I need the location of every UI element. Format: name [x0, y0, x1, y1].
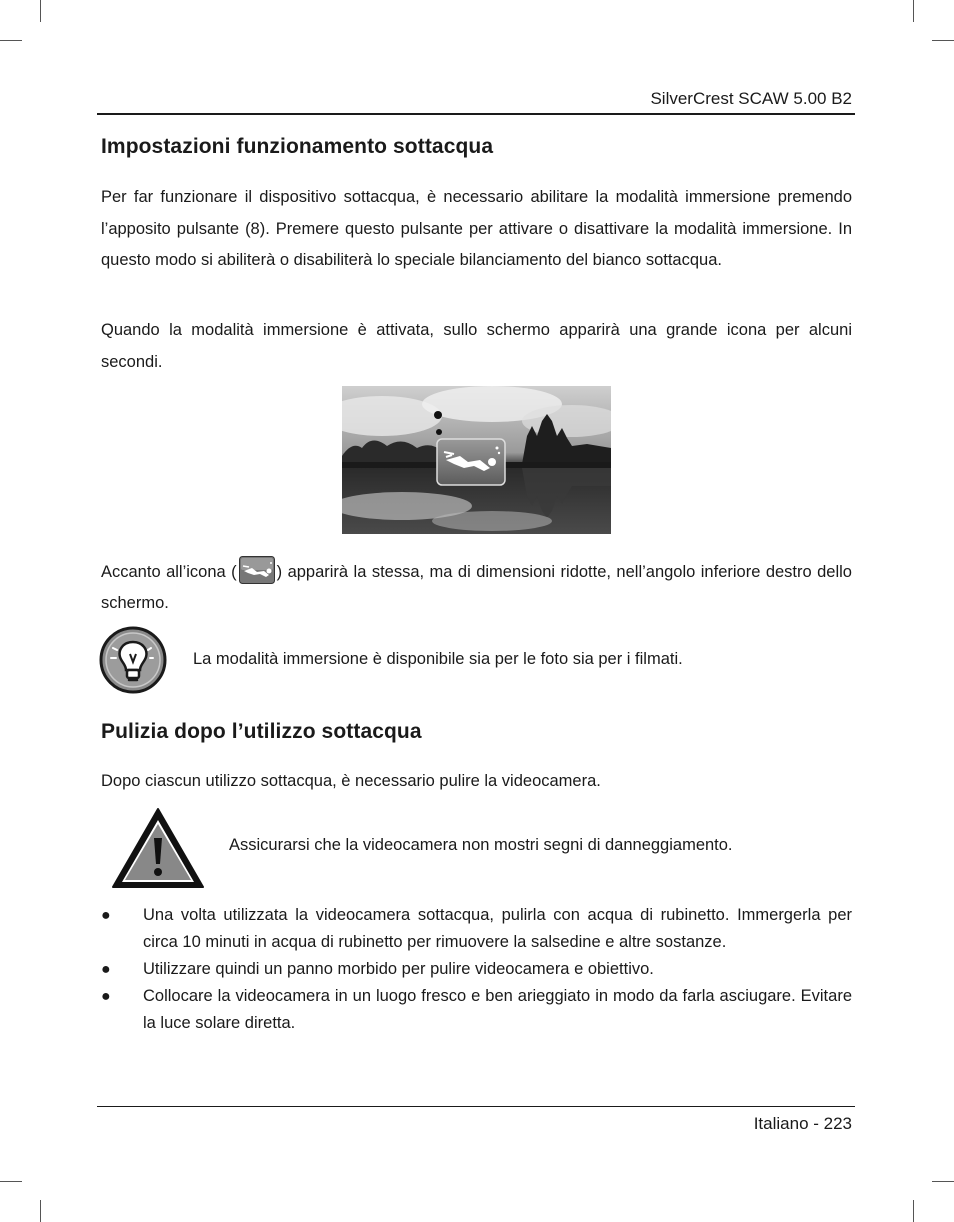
crop-mark [0, 1181, 22, 1182]
crop-mark [913, 0, 914, 22]
section-title: Impostazioni funzionamento sottacqua [101, 135, 494, 158]
diver-icon [239, 556, 275, 584]
underwater-mode-screen-photo [342, 386, 611, 534]
text-before-icon: Accanto all’icona ( [101, 563, 237, 581]
crop-mark [40, 1200, 41, 1222]
list-item: ● Utilizzare quindi un panno morbido per pulire videocamera e obiettivo. [101, 956, 852, 983]
warning-text: Assicurarsi che la videocamera non mostri segni di danneggiamento. [229, 836, 733, 854]
crop-mark [913, 1200, 914, 1222]
paragraph [101, 556, 852, 619]
tip-text: La modalità immersione è disponibile sia per le foto sia per i filmati. [193, 650, 683, 668]
warning-triangle-icon [110, 806, 206, 895]
header-rule [97, 113, 855, 115]
bullet-icon: ● [101, 988, 111, 1005]
crop-mark [40, 0, 41, 22]
paragraph: Dopo ciascun utilizzo sottacqua, è necessario pulire la videocamera. [101, 772, 601, 790]
list-item: ● Una volta utilizzata la videocamera sottacqua, pulirla con acqua di rubinetto. Immergerla per circa 10 minuti in acqua di rubinetto per rimuovere la salsedine e altre sostanze. [101, 902, 852, 956]
list-item: ● Collocare la videocamera in un luogo fresco e ben arieggiato in modo da farla asciugare. Evitare la luce solare diretta. [101, 983, 852, 1037]
crop-mark [932, 1181, 954, 1182]
section-title: Pulizia dopo l’utilizzo sottacqua [101, 720, 422, 743]
crop-mark [932, 40, 954, 41]
bullet-icon: ● [101, 907, 111, 924]
page-number: Italiano - 223 [753, 1114, 852, 1133]
cleaning-steps-list [101, 902, 852, 1037]
text-after-icon: ) apparirà la stessa, ma di dimensioni ridotte, nell’angolo inferiore destro dello schermo. [101, 563, 852, 612]
footer-rule [97, 1106, 855, 1107]
crop-mark [0, 40, 22, 41]
bullet-icon: ● [101, 961, 111, 978]
lightbulb-icon [99, 626, 167, 699]
page-header: SilverCrest SCAW 5.00 B2 [650, 89, 852, 108]
paragraph: Per far funzionare il dispositivo sottacqua, è necessario abilitare la modalità immersione premendo l’apposito pulsante (8). Premere questo pulsante per attivare o disattivare la modalità immersione. In questo modo si abiliterà o disabiliterà lo speciale bilanciamento del bianco sottacqua. [101, 188, 852, 269]
paragraph: Quando la modalità immersione è attivata, sullo schermo apparirà una grande icona per alcuni secondi. [101, 321, 852, 371]
